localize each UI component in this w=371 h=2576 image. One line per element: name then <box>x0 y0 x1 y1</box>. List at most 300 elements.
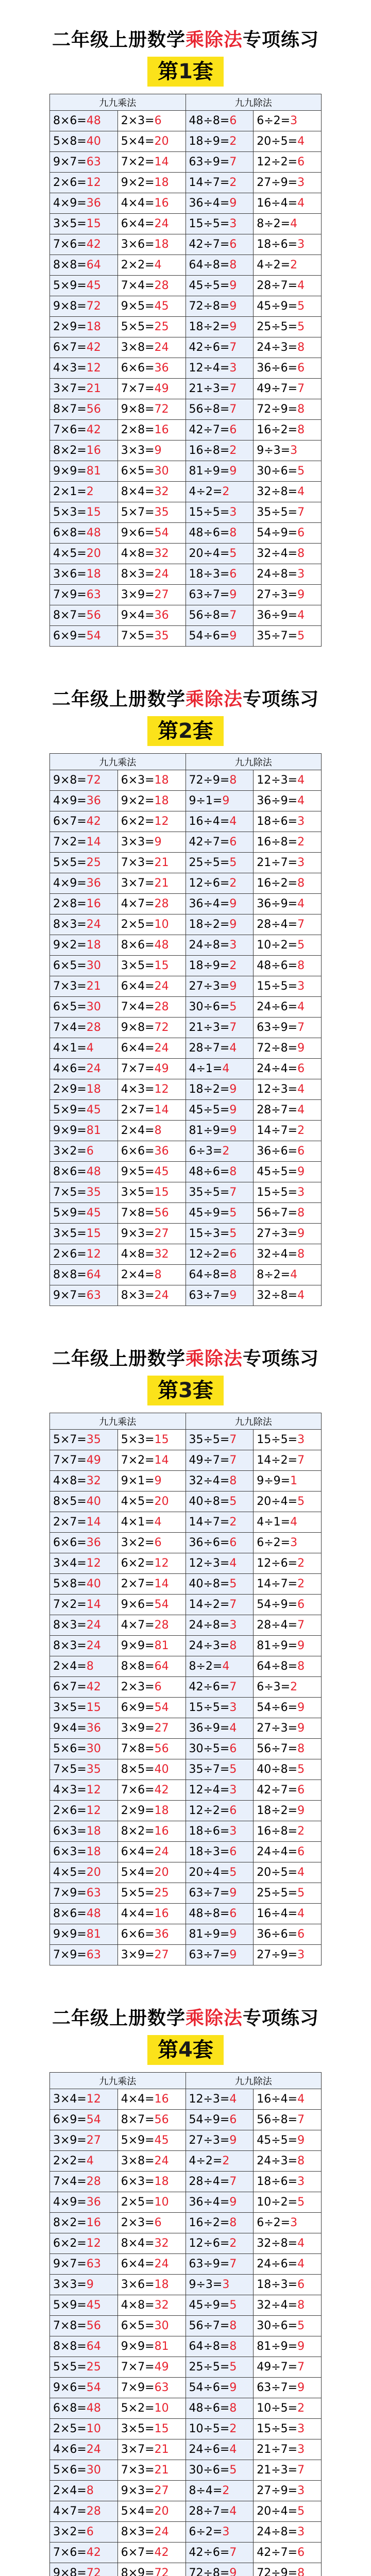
table-row <box>50 1059 322 1079</box>
equation-text: 9×9= <box>53 1928 87 1941</box>
answer-text: 9 <box>229 918 237 931</box>
equation-cell <box>254 111 322 131</box>
answer-text: 4 <box>290 1516 298 1529</box>
equation-cell <box>117 1059 185 1079</box>
answer-text: 9 <box>229 465 237 478</box>
set-label <box>147 57 224 87</box>
equation-text: 21÷3= <box>189 382 230 395</box>
header-multiplication: 九九乘法 <box>50 94 186 111</box>
answer-text: 18 <box>154 794 169 807</box>
equation-cell <box>185 1244 254 1265</box>
table-row <box>50 1182 322 1203</box>
equation-cell <box>254 2275 322 2295</box>
equation-text: 28÷7= <box>189 1042 230 1055</box>
answer-text: 72 <box>154 403 169 416</box>
answer-text: 14 <box>154 1578 169 1590</box>
equation-text: 56÷8= <box>189 609 230 622</box>
answer-text: 6 <box>229 2113 237 2126</box>
equation-text: 45÷9= <box>189 2299 230 2312</box>
title-highlight: 乘除法 <box>185 689 243 710</box>
answer-text: 24 <box>154 980 169 993</box>
equation-text: 5×5= <box>53 2361 87 2374</box>
table-row <box>50 1244 322 1265</box>
table-row <box>50 1285 322 1306</box>
answer-text: 16 <box>154 1907 169 1920</box>
equation-cell <box>254 440 322 461</box>
equation-text: 36÷4= <box>189 197 230 210</box>
equation-cell <box>185 2089 254 2110</box>
answer-text: 8 <box>297 1207 305 1219</box>
table-row <box>50 399 322 420</box>
answer-text: 24 <box>154 217 169 230</box>
answer-text: 4 <box>297 2093 305 2106</box>
equation-text: 48÷6= <box>189 2402 230 2415</box>
equation-text: 7×4= <box>121 1001 155 1013</box>
equation-cell <box>50 173 118 193</box>
answer-text: 5 <box>229 1495 237 1508</box>
equation-text: 9÷9= <box>257 1475 291 1487</box>
table-row <box>50 544 322 564</box>
equation-text: 4×9= <box>53 197 87 210</box>
equation-cell <box>50 131 118 152</box>
table-row <box>50 2213 322 2233</box>
equation-text: 6×6= <box>121 1928 155 1941</box>
equation-text: 6×5= <box>53 1001 87 1013</box>
table-row <box>50 461 322 482</box>
answer-text: 18 <box>86 568 101 581</box>
equation-text: 12÷4= <box>189 1784 230 1797</box>
answer-text: 7 <box>297 382 305 395</box>
equation-text: 3×6= <box>121 2278 155 2291</box>
answer-text: 15 <box>154 2422 169 2435</box>
title-prefix: 二年级上册数学 <box>52 29 185 50</box>
equation-cell <box>50 605 118 626</box>
answer-text: 3 <box>297 2175 305 2188</box>
header-division: 九九除法 <box>185 754 322 770</box>
equation-cell <box>185 2233 254 2254</box>
answer-text: 32 <box>86 1475 101 1487</box>
equation-text: 4×8= <box>121 1248 155 1261</box>
equation-cell <box>254 461 322 482</box>
set-suffix: 套 <box>192 2038 213 2062</box>
equation-cell <box>117 1574 185 1595</box>
equation-cell <box>50 2336 118 2357</box>
table-row <box>50 1471 322 1492</box>
equation-cell <box>117 1430 185 1450</box>
answer-text: 2 <box>229 959 237 972</box>
answer-text: 2 <box>222 2484 230 2497</box>
answer-text: 5 <box>297 465 305 478</box>
equation-text: 5×3= <box>121 1433 155 1446</box>
table-row <box>50 523 322 544</box>
equation-cell <box>117 1182 185 1203</box>
equation-text: 64÷8= <box>257 1660 298 1673</box>
answer-text: 21 <box>154 2464 169 2477</box>
equation-text: 48÷6= <box>189 1165 230 1178</box>
answer-text: 81 <box>86 1124 101 1137</box>
table-row <box>50 234 322 255</box>
answer-text: 4 <box>297 1289 305 1302</box>
equation-text: 9×6= <box>121 527 155 539</box>
equation-text: 81÷9= <box>257 1639 298 1652</box>
equation-text: 6×9= <box>53 630 87 642</box>
answer-text: 15 <box>86 506 101 519</box>
answer-text: 64 <box>86 259 101 272</box>
answer-text: 4 <box>229 815 237 828</box>
equation-cell <box>117 1492 185 1512</box>
equation-text: 5×4= <box>121 135 155 148</box>
set-prefix: 第 <box>158 1379 179 1402</box>
equation-text: 56÷7= <box>257 1742 298 1755</box>
answer-text: 7 <box>229 609 237 622</box>
equation-cell <box>50 956 118 976</box>
equation-cell <box>117 1121 185 1141</box>
answer-text: 5 <box>297 630 305 642</box>
answer-text: 5 <box>229 1763 237 1776</box>
answer-text: 2 <box>229 176 237 189</box>
equation-text: 48÷8= <box>189 114 230 127</box>
equation-text: 4÷1= <box>257 1516 291 1529</box>
equation-text: 8×2= <box>53 444 87 457</box>
equation-cell <box>50 1945 118 1965</box>
equation-cell <box>254 173 322 193</box>
table-row <box>50 2439 322 2460</box>
answer-text: 63 <box>86 1289 101 1302</box>
answer-text: 42 <box>86 238 101 251</box>
answer-text: 8 <box>297 423 305 436</box>
answer-text: 12 <box>86 1784 101 1797</box>
equation-text: 6×4= <box>121 2258 155 2270</box>
equation-cell <box>117 1285 185 1306</box>
equation-cell <box>117 420 185 440</box>
answer-text: 9 <box>297 2381 305 2394</box>
equation-cell <box>50 811 118 832</box>
equation-text: 6×3= <box>121 2175 155 2188</box>
equation-text: 20÷4= <box>257 1495 298 1508</box>
table-row <box>50 2481 322 2501</box>
header-multiplication: 九九乘法 <box>50 1413 186 1430</box>
equation-cell <box>50 2295 118 2316</box>
answer-text: 2 <box>229 1516 237 1529</box>
equation-text: 9÷3= <box>257 444 291 457</box>
equation-text: 8×4= <box>121 485 155 498</box>
table-row <box>50 1883 322 1904</box>
equation-text: 21÷3= <box>189 1021 230 1034</box>
answer-text: 9 <box>229 1124 237 1137</box>
equation-cell <box>50 1595 118 1615</box>
equation-cell <box>185 2563 254 2576</box>
answer-text: 3 <box>222 2278 230 2291</box>
equation-text: 16÷4= <box>189 815 230 828</box>
equation-cell <box>50 564 118 585</box>
equation-cell <box>50 2275 118 2295</box>
equation-text: 28÷7= <box>257 279 298 292</box>
equation-cell <box>185 1430 254 1450</box>
equation-cell <box>50 1182 118 1203</box>
equation-text: 6×9= <box>53 2113 87 2126</box>
equation-text: 56÷7= <box>257 1207 298 1219</box>
answer-text: 4 <box>297 197 305 210</box>
equation-text: 14÷7= <box>257 1578 298 1590</box>
equation-text: 54÷9= <box>189 2113 230 2126</box>
equation-cell <box>185 440 254 461</box>
equation-text: 6×3= <box>53 1845 87 1858</box>
equation-cell <box>117 1162 185 1182</box>
answer-text: 3 <box>222 2526 230 2538</box>
answer-text: 35 <box>154 506 169 519</box>
answer-text: 6 <box>297 1845 305 1858</box>
answer-text: 5 <box>229 2464 237 2477</box>
answer-text: 36 <box>86 1722 101 1735</box>
equation-text: 81÷9= <box>257 2340 298 2353</box>
answer-text: 8 <box>154 1268 162 1281</box>
answer-text: 6 <box>297 2546 305 2559</box>
equation-cell <box>50 1285 118 1306</box>
equation-text: 35÷5= <box>189 1186 230 1199</box>
equation-text: 24÷8= <box>257 568 298 581</box>
answer-text: 6 <box>229 1907 237 1920</box>
equation-cell <box>254 1512 322 1533</box>
table-row <box>50 1595 322 1615</box>
equation-cell <box>50 399 118 420</box>
equation-text: 6×7= <box>53 1681 87 1693</box>
equation-text: 64÷8= <box>189 2340 230 2353</box>
equation-cell <box>50 2151 118 2172</box>
equation-cell <box>254 1718 322 1739</box>
equation-text: 32÷8= <box>257 2237 298 2250</box>
equation-text: 18÷3= <box>189 568 230 581</box>
answer-text: 12 <box>154 1557 169 1570</box>
equation-text: 4×1= <box>53 1042 87 1055</box>
answer-text: 10 <box>154 2196 169 2209</box>
equation-cell <box>117 1265 185 1285</box>
table-row <box>50 1574 322 1595</box>
equation-cell <box>185 1182 254 1203</box>
answer-text: 3 <box>290 444 298 457</box>
equation-cell <box>50 1512 118 1533</box>
equation-cell <box>50 1842 118 1862</box>
equation-text: 81÷9= <box>189 465 230 478</box>
answer-text: 5 <box>297 939 305 952</box>
set-label <box>147 1376 224 1405</box>
equation-cell <box>50 2172 118 2192</box>
answer-text: 18 <box>154 1804 169 1817</box>
equation-cell <box>50 1718 118 1739</box>
table-row <box>50 1553 322 1574</box>
equation-cell <box>254 976 322 997</box>
equation-text: 56÷7= <box>189 2319 230 2332</box>
answer-text: 42 <box>86 815 101 828</box>
equation-text: 7×7= <box>121 382 155 395</box>
equation-cell <box>117 2563 185 2576</box>
equation-text: 8×8= <box>121 1660 155 1673</box>
equation-text: 36÷9= <box>257 609 298 622</box>
equation-cell <box>254 1945 322 1965</box>
equation-text: 14÷2= <box>189 1598 230 1611</box>
equation-text: 48÷8= <box>189 1907 230 1920</box>
answer-text: 8 <box>297 2567 305 2576</box>
equation-cell <box>50 2357 118 2378</box>
equation-cell <box>117 811 185 832</box>
equation-cell <box>117 502 185 523</box>
equation-cell <box>254 1265 322 1285</box>
equation-text: 3×6= <box>121 238 155 251</box>
answer-text: 16 <box>154 423 169 436</box>
equation-text: 54÷9= <box>257 1598 298 1611</box>
equation-text: 2×3= <box>121 2216 155 2229</box>
answer-text: 36 <box>154 1928 169 1941</box>
answer-text: 3 <box>297 856 305 869</box>
equation-cell <box>185 2398 254 2419</box>
answer-text: 9 <box>229 1948 237 1961</box>
equation-cell <box>117 1883 185 1904</box>
equation-text: 8×6= <box>121 939 155 952</box>
equation-text: 8×5= <box>121 1763 155 1776</box>
equation-text: 18÷2= <box>189 320 230 333</box>
equation-cell <box>117 1924 185 1945</box>
equation-cell <box>50 2481 118 2501</box>
equation-text: 7×2= <box>53 836 87 849</box>
equation-cell <box>254 853 322 873</box>
page-title <box>0 2004 371 2033</box>
equation-text: 12÷2= <box>189 1804 230 1817</box>
equation-cell <box>117 770 185 791</box>
equation-cell <box>185 1924 254 1945</box>
equation-cell <box>254 193 322 214</box>
equation-text: 2×4= <box>53 2484 87 2497</box>
answer-text: 36 <box>154 1145 169 1158</box>
equation-cell <box>254 1100 322 1121</box>
answer-text: 6 <box>297 1598 305 1611</box>
equation-text: 7×7= <box>121 2361 155 2374</box>
answer-text: 3 <box>297 2484 305 2497</box>
page-title <box>0 1345 371 1374</box>
equation-cell <box>117 1698 185 1718</box>
equation-text: 2×9= <box>53 1083 87 1096</box>
equation-text: 3×9= <box>121 588 155 601</box>
answer-text: 18 <box>86 1845 101 1858</box>
answer-text: 4 <box>297 1001 305 1013</box>
equation-text: 27÷9= <box>257 1948 298 1961</box>
equation-cell <box>185 544 254 564</box>
equation-text: 16÷4= <box>257 1907 298 1920</box>
equation-text: 7×2= <box>121 1454 155 1467</box>
equation-cell <box>185 2192 254 2213</box>
equation-text: 4×5= <box>121 1495 155 1508</box>
answer-text: 9 <box>229 980 237 993</box>
equation-text: 8×3= <box>121 568 155 581</box>
answer-text: 2 <box>297 1124 305 1137</box>
equation-cell <box>117 1450 185 1471</box>
equation-cell <box>254 1430 322 1450</box>
equation-cell <box>117 2522 185 2543</box>
equation-text: 16÷2= <box>189 2216 230 2229</box>
table-row <box>50 2316 322 2336</box>
equation-cell <box>254 935 322 956</box>
equation-text: 7×8= <box>53 2319 87 2332</box>
table-header-row <box>50 754 322 770</box>
equation-text: 6÷2= <box>257 114 291 127</box>
equation-cell <box>254 1059 322 1079</box>
equation-cell <box>50 1574 118 1595</box>
equation-text: 2×9= <box>53 320 87 333</box>
header-division: 九九除法 <box>185 1413 322 1430</box>
answer-text: 7 <box>229 1681 237 1693</box>
answer-text: 27 <box>154 2484 169 2497</box>
header-multiplication: 九九乘法 <box>50 2073 186 2089</box>
equation-cell <box>185 2172 254 2192</box>
answer-text: 42 <box>154 2546 169 2559</box>
equation-text: 3×4= <box>53 1557 87 1570</box>
equation-text: 4×8= <box>121 2299 155 2312</box>
equation-text: 8×3= <box>53 1639 87 1652</box>
equation-text: 7×6= <box>53 2546 87 2559</box>
equation-text: 4×3= <box>121 1083 155 1096</box>
answer-text: 4 <box>229 2505 237 2518</box>
answer-text: 3 <box>290 114 298 127</box>
table-row <box>50 2295 322 2316</box>
equation-text: 4×4= <box>121 197 155 210</box>
equation-cell <box>117 1512 185 1533</box>
exercise-set <box>0 1978 371 2576</box>
equation-text: 9×9= <box>53 1124 87 1137</box>
equation-text: 16÷8= <box>257 1825 298 1838</box>
equation-text: 9×9= <box>121 1639 155 1652</box>
equation-text: 7×9= <box>121 2381 155 2394</box>
answer-text: 15 <box>86 1701 101 1714</box>
equation-cell <box>117 1801 185 1821</box>
answer-text: 49 <box>154 2361 169 2374</box>
answer-text: 15 <box>154 959 169 972</box>
equation-cell <box>185 1059 254 1079</box>
equation-text: 7×6= <box>53 238 87 251</box>
answer-text: 2 <box>86 485 94 498</box>
equation-cell <box>50 234 118 255</box>
equation-cell <box>185 1842 254 1862</box>
equation-text: 28÷4= <box>257 1619 298 1632</box>
equation-cell <box>117 1780 185 1801</box>
equation-text: 16÷8= <box>257 836 298 849</box>
equation-cell <box>50 2501 118 2522</box>
equation-text: 42÷7= <box>189 836 230 849</box>
answer-text: 28 <box>86 1021 101 1034</box>
answer-text: 56 <box>86 2319 101 2332</box>
equation-text: 15÷5= <box>189 1701 230 1714</box>
answer-text: 2 <box>290 1681 298 1693</box>
answer-text: 3 <box>229 362 237 375</box>
equation-text: 7×7= <box>53 1454 87 1467</box>
equation-text: 63÷7= <box>189 1948 230 1961</box>
equation-cell <box>50 440 118 461</box>
answer-text: 48 <box>86 1907 101 1920</box>
equation-text: 36÷6= <box>257 362 298 375</box>
table-row <box>50 152 322 173</box>
equation-text: 64÷8= <box>189 259 230 272</box>
set-label <box>147 2035 224 2065</box>
answer-text: 7 <box>229 1021 237 1034</box>
equation-cell <box>254 379 322 399</box>
equation-text: 25÷5= <box>189 856 230 869</box>
answer-text: 15 <box>154 1433 169 1446</box>
equation-text: 3×5= <box>53 1701 87 1714</box>
answer-text: 6 <box>297 1062 305 1075</box>
answer-text: 14 <box>154 1454 169 1467</box>
equation-cell <box>117 976 185 997</box>
equation-cell <box>185 1574 254 1595</box>
answer-text: 9 <box>229 630 237 642</box>
equation-cell <box>254 1203 322 1224</box>
equation-text: 28÷4= <box>257 918 298 931</box>
